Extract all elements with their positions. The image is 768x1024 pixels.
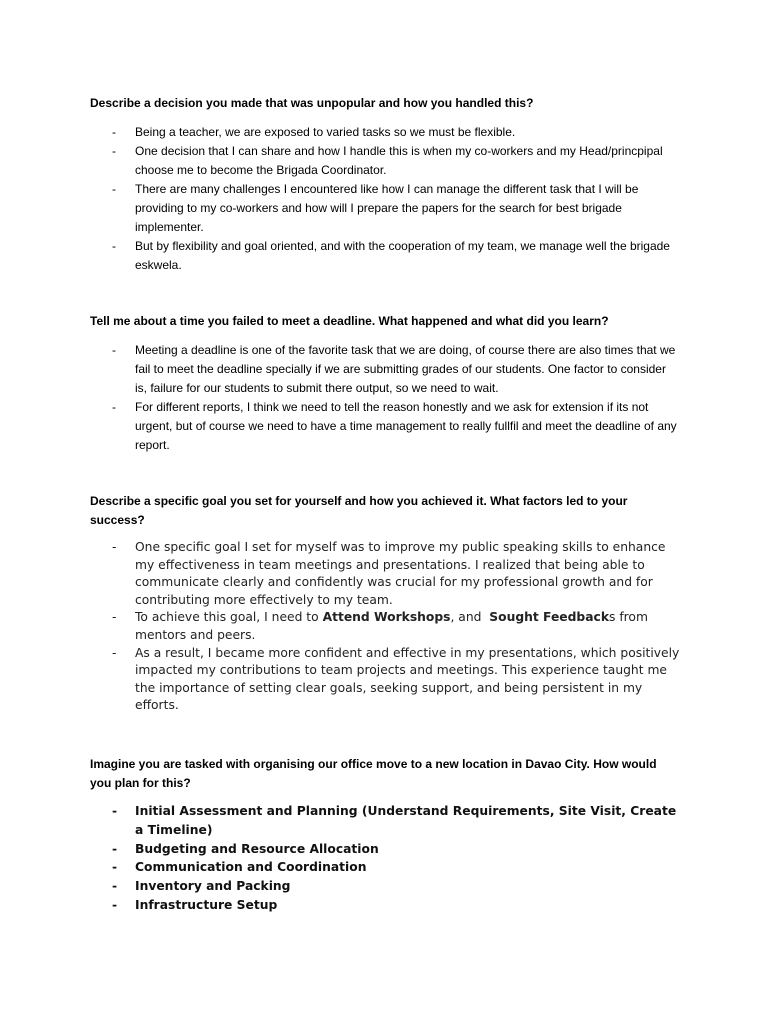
answer-list (90, 539, 680, 715)
list-item-text-pre: To achieve this goal, I need to (135, 610, 323, 625)
list-item (90, 123, 680, 142)
list-item (90, 858, 680, 877)
list-item-text: For different reports, I think we need to tell the reason honestly and we ask for extension if its not urgent, but of course we need to have a time management to really fullfil and meet the deadline of any report. (135, 399, 677, 452)
list-item (90, 341, 680, 398)
answer-list (90, 123, 680, 275)
emphasis-sought-feedback: Sought Feedback (489, 610, 609, 625)
bullet-dash: - (112, 124, 116, 139)
list-item-text-mid: , and (450, 610, 490, 625)
list-item-text: Communication and Coordination (135, 860, 367, 875)
bullet-dash: - (112, 399, 116, 414)
list-item-text: One decision that I can share and how I handle this is when my co-workers and my Head/princpipal choose me to become the Brigada Coordinator. (135, 143, 663, 177)
list-item-text-post: s from mentors and peers. (135, 610, 648, 642)
question-heading: Imagine you are tasked with organising our office move to a new location in Davao City. How would you plan for this? (90, 757, 657, 790)
list-item-text: Being a teacher, we are exposed to varied tasks so we must be flexible. (135, 124, 516, 139)
section-unpopular-decision (90, 94, 680, 275)
list-item-text: There are many challenges I encountered like how I can manage the different task that I will be providing to my co-workers and how will I prepare the papers for the search for best brigade implementer. (135, 181, 639, 234)
list-item (90, 645, 680, 715)
section-office-move (90, 755, 680, 915)
bullet-dash: - (112, 860, 118, 875)
bullet-dash: - (112, 879, 118, 894)
bullet-dash: - (112, 645, 117, 660)
bullet-dash: - (112, 610, 117, 625)
list-item-text: Infrastructure Setup (135, 897, 278, 912)
section-specific-goal (90, 492, 680, 715)
list-item-text: Budgeting and Resource Allocation (135, 841, 379, 856)
list-item-text: As a result, I became more confident and effective in my presentations, which positively impacted my contributions to team projects and meetings. This experience taught me the importance of setting clear goals, seeking support, and being persistent in my efforts. (135, 645, 680, 713)
answer-list (90, 802, 680, 915)
answer-list (90, 341, 680, 455)
list-item (90, 398, 680, 455)
list-item (90, 802, 680, 840)
emphasis-attend-workshops: Attend Workshops (322, 610, 451, 625)
list-item (90, 877, 680, 896)
bullet-dash: - (112, 238, 116, 253)
list-item-text: Meeting a deadline is one of the favorite task that we are doing, of course there are also times that we fail to meet the deadline specially if we are submitting grades of our students. One factor to consider is, failure for our students to submit there output, so we need to wait. (135, 342, 676, 395)
question-heading: Describe a specific goal you set for yourself and how you achieved it. What factors led to your success? (90, 494, 628, 527)
list-item (90, 539, 680, 609)
bullet-dash: - (112, 804, 118, 818)
list-item-text: Inventory and Packing (135, 879, 291, 894)
bullet-dash: - (112, 540, 117, 554)
list-item (90, 237, 680, 275)
section-missed-deadline (90, 312, 680, 455)
list-item (90, 609, 680, 644)
bullet-dash: - (112, 181, 116, 196)
list-item (90, 180, 680, 237)
list-item-text: Initial Assessment and Planning (Understand Requirements, Site Visit, Create a Timeline) (135, 804, 677, 837)
bullet-dash: - (112, 897, 118, 912)
list-item (90, 840, 680, 859)
question-heading: Describe a decision you made that was unpopular and how you handled this? (90, 96, 534, 110)
list-item (90, 896, 680, 915)
list-item-text: But by flexibility and goal oriented, and with the cooperation of my team, we manage well the brigade eskwela. (135, 238, 670, 272)
question-heading: Tell me about a time you failed to meet a deadline. What happened and what did you learn? (90, 314, 609, 328)
list-item-text: One specific goal I set for myself was to improve my public speaking skills to enhance my effectiveness in team meetings and presentations. I realized that being able to communicate clearly and confidently was crucial for my professional growth and for contributing more effectively to my team. (135, 540, 666, 607)
list-item (90, 142, 680, 180)
bullet-dash: - (112, 143, 116, 158)
bullet-dash: - (112, 342, 116, 357)
bullet-dash: - (112, 841, 118, 856)
